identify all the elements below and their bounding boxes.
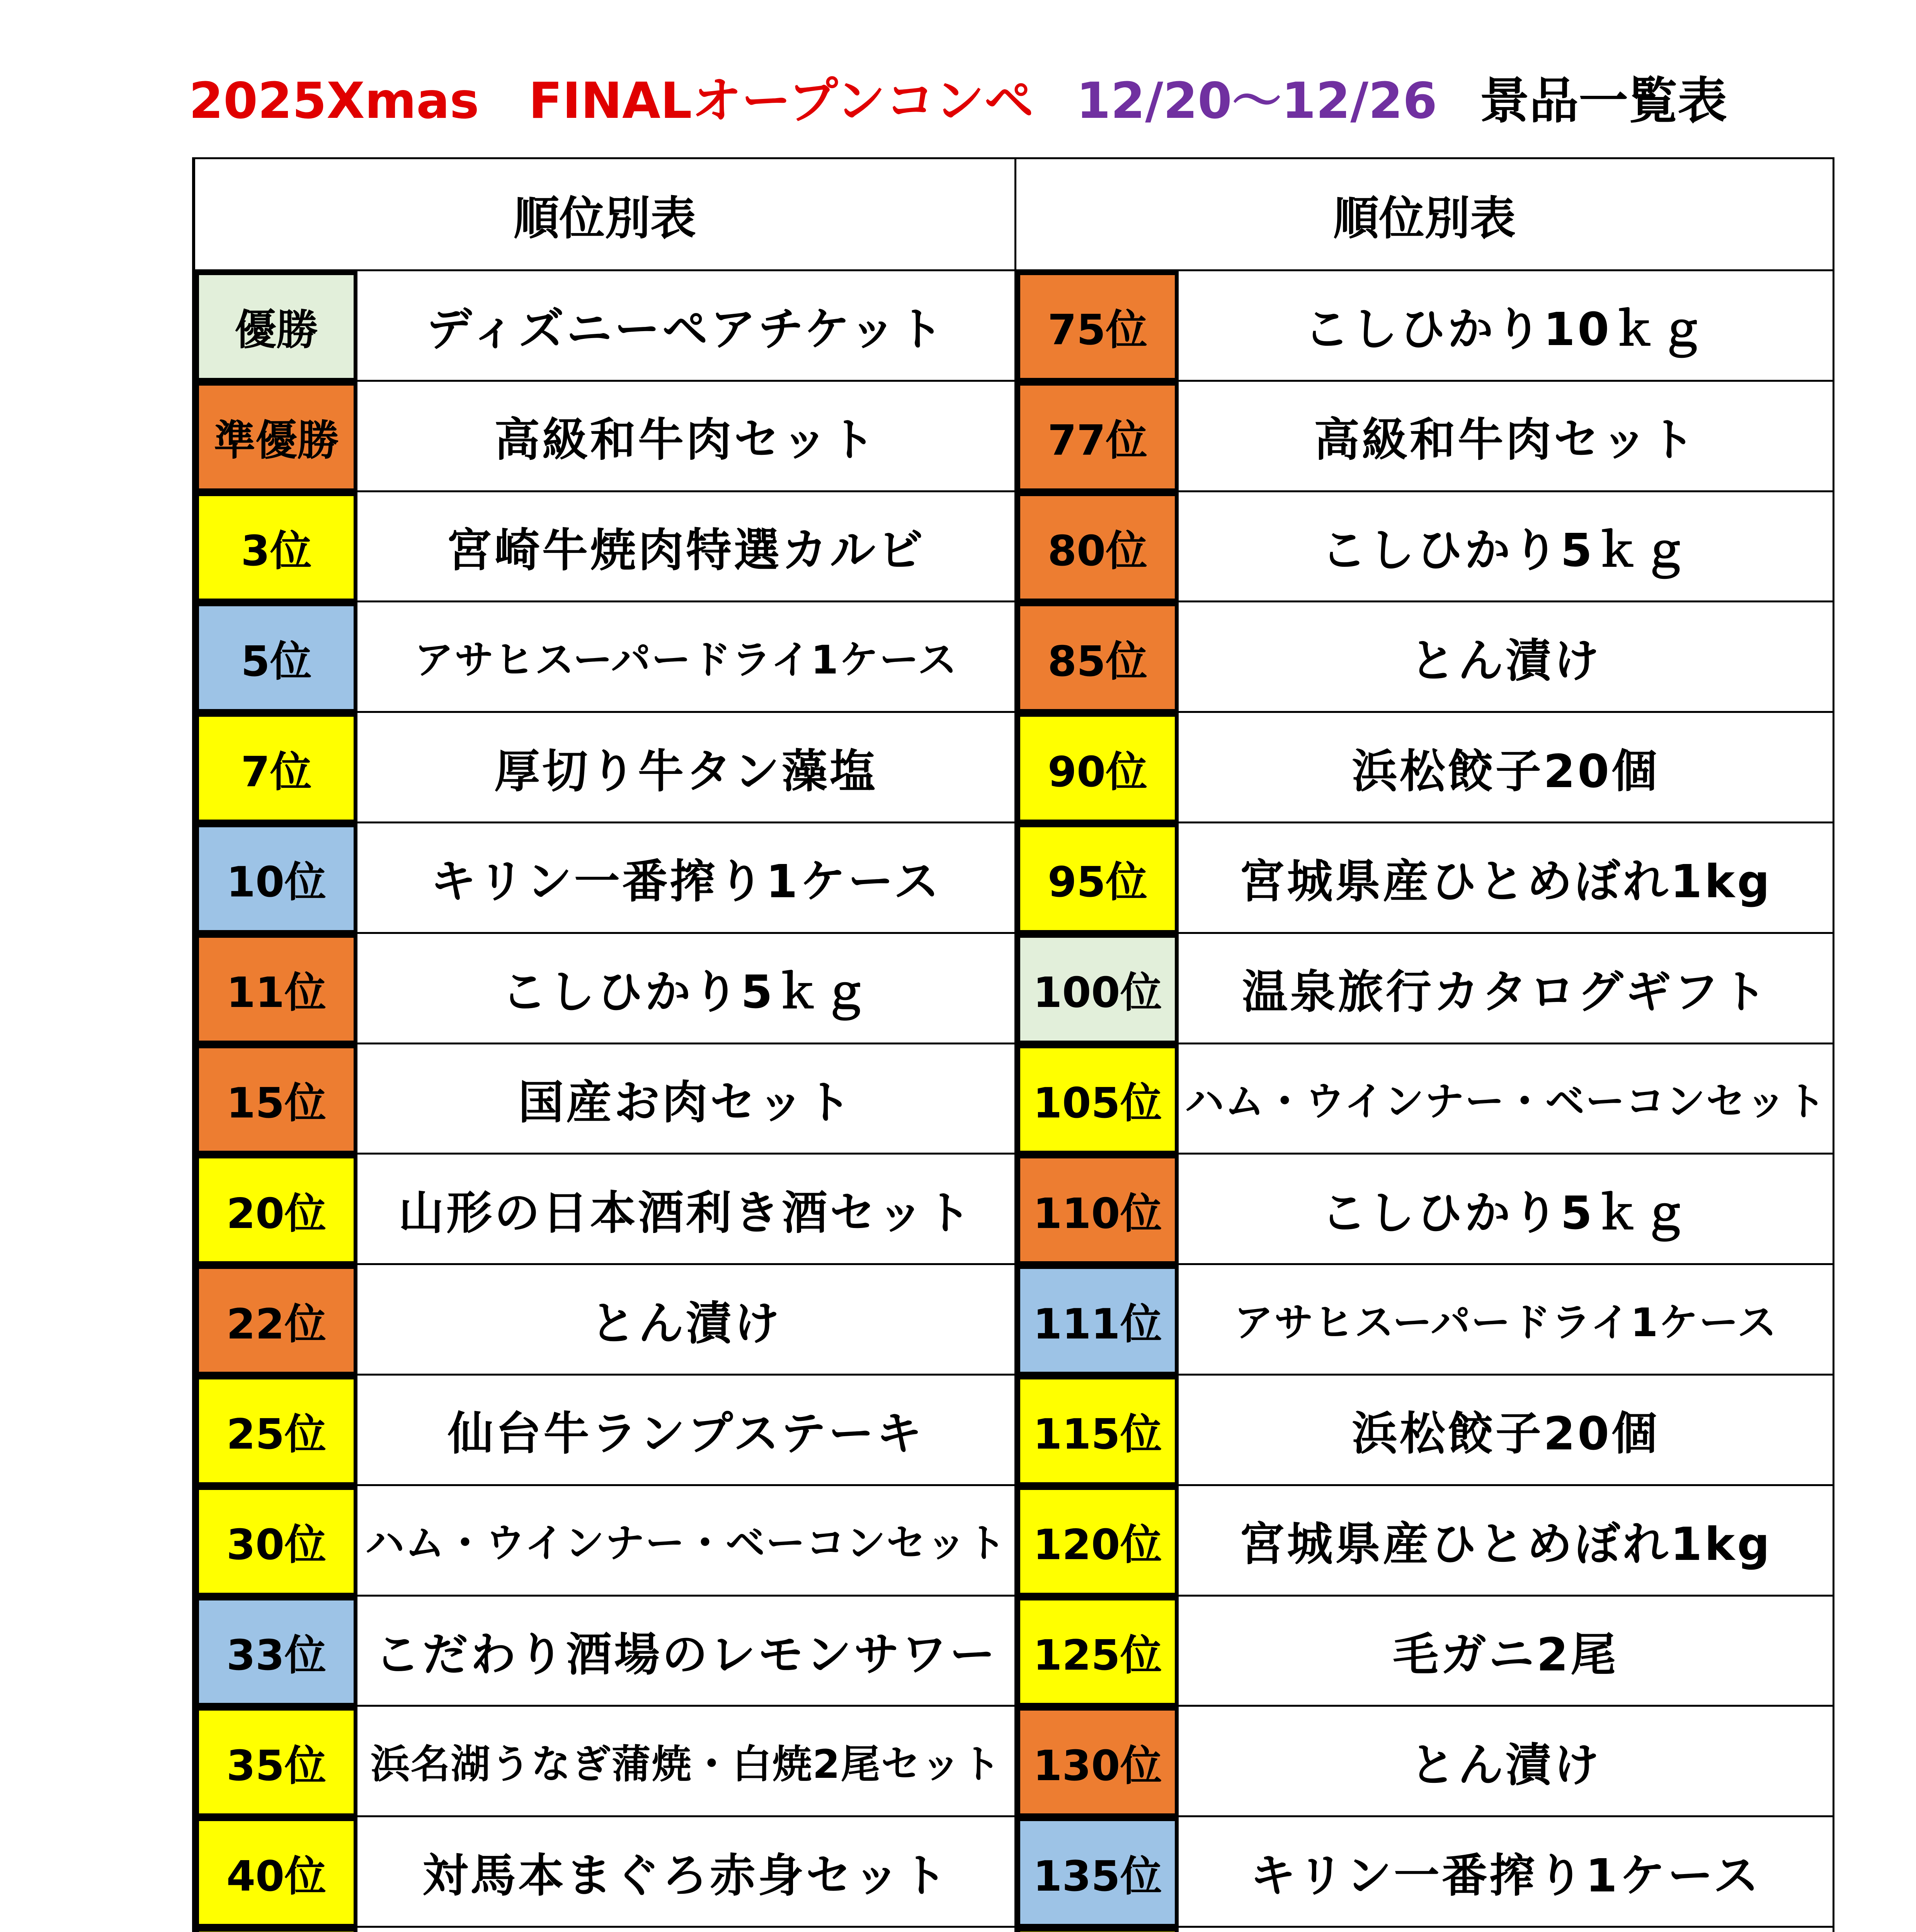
rank-cell: 40位 (195, 1817, 357, 1928)
prize-cell: 宮崎牛焼肉特選カルビ (357, 492, 1016, 603)
left-column (195, 271, 1016, 1932)
table-row (195, 1265, 1016, 1376)
table-row (195, 934, 1016, 1044)
rank-cell: 3位 (195, 492, 357, 603)
rank-cell: 25位 (195, 1376, 357, 1486)
page-title (0, 62, 1916, 131)
table-row (1016, 1376, 1833, 1486)
table-row (195, 1928, 1016, 1932)
rank-cell: 10位 (195, 823, 357, 934)
prize-cell: アサヒスーパードライ1ケース (1179, 1265, 1833, 1376)
prize-cell: ディズニーペアチケット (357, 271, 1016, 382)
table-row (195, 271, 1016, 382)
table-row (1016, 602, 1833, 713)
prize-cell (1179, 1928, 1833, 1932)
rank-cell (1016, 1928, 1179, 1932)
prize-cell: こしひかり5ｋｇ (357, 934, 1016, 1044)
rank-cell: 120位 (1016, 1486, 1179, 1597)
rank-cell: 15位 (195, 1044, 357, 1155)
prize-cell: 宮城県産ひとめぼれ1kg (1179, 1486, 1833, 1597)
table-row (195, 1486, 1016, 1597)
header-right: 順位別表 (1016, 159, 1833, 271)
rank-cell: 準優勝 (195, 382, 357, 492)
table-row (195, 1597, 1016, 1707)
rank-cell: 135位 (1016, 1817, 1179, 1928)
table-row (1016, 1707, 1833, 1817)
prize-table (192, 157, 1834, 1932)
table-row (1016, 1265, 1833, 1376)
prize-cell: 厚切り牛タン藻塩 (357, 713, 1016, 823)
rank-cell: 90位 (1016, 713, 1179, 823)
table-row (1016, 1597, 1833, 1707)
rank-cell: 75位 (1016, 271, 1179, 382)
rank-cell: 22位 (195, 1265, 357, 1376)
rank-cell: 7位 (195, 713, 357, 823)
rank-cell: 85位 (1016, 602, 1179, 713)
table-row (1016, 823, 1833, 934)
prize-cell: 宮城県産ひとめぼれ1kg (1179, 823, 1833, 934)
prize-cell: こだわり酒場のレモンサワー (357, 1597, 1016, 1707)
prize-cell: 浜名湖うなぎ蒲焼・白焼2尾セット (357, 1707, 1016, 1817)
table-row (1016, 1155, 1833, 1265)
rank-cell: 77位 (1016, 382, 1179, 492)
table-row (195, 1155, 1016, 1265)
prize-cell: アサヒスーパードライ1ケース (357, 602, 1016, 713)
rank-cell: 33位 (195, 1597, 357, 1707)
rank-cell: 20位 (195, 1155, 357, 1265)
prize-cell: こしひかり10ｋｇ (1179, 271, 1833, 382)
list-label: 景品一覧表 (1480, 72, 1727, 130)
rank-cell: 110位 (1016, 1155, 1179, 1265)
rank-cell: 115位 (1016, 1376, 1179, 1486)
prize-cell: 浜松餃子20個 (1179, 1376, 1833, 1486)
prize-cell (357, 1928, 1016, 1932)
rank-cell: 優勝 (195, 271, 357, 382)
right-column (1016, 271, 1833, 1932)
prize-cell: 仙台牛ランプステーキ (357, 1376, 1016, 1486)
table-row (195, 1044, 1016, 1155)
prize-cell: 高級和牛肉セット (357, 382, 1016, 492)
table-row (1016, 713, 1833, 823)
table-row (1016, 1486, 1833, 1597)
prize-cell: 毛ガニ2尾 (1179, 1597, 1833, 1707)
table-row (1016, 1817, 1833, 1928)
table-row (195, 1376, 1016, 1486)
table-row (1016, 271, 1833, 382)
rank-cell: 11位 (195, 934, 357, 1044)
table-row (195, 382, 1016, 492)
prize-cell: 温泉旅行カタログギフト (1179, 934, 1833, 1044)
rank-cell (195, 1928, 357, 1932)
prize-cell: ハム・ウインナー・ベーコンセット (1179, 1044, 1833, 1155)
prize-cell: とん漬け (1179, 1707, 1833, 1817)
prize-cell: 対馬本まぐろ赤身セット (357, 1817, 1016, 1928)
prize-cell: キリン一番搾り1ケース (1179, 1817, 1833, 1928)
table-row (195, 823, 1016, 934)
prize-cell: 浜松餃子20個 (1179, 713, 1833, 823)
event-name: 2025Xmas FINALオープンコンペ (189, 72, 1034, 130)
table-row (1016, 1044, 1833, 1155)
table-row (195, 492, 1016, 603)
rank-cell: 30位 (195, 1486, 357, 1597)
rank-cell: 111位 (1016, 1265, 1179, 1376)
rank-cell: 125位 (1016, 1597, 1179, 1707)
prize-cell: キリン一番搾り1ケース (357, 823, 1016, 934)
rank-cell: 5位 (195, 602, 357, 713)
table-row (195, 713, 1016, 823)
prize-cell: とん漬け (357, 1265, 1016, 1376)
table-row (195, 1707, 1016, 1817)
table-row (1016, 934, 1833, 1044)
prize-cell: 高級和牛肉セット (1179, 382, 1833, 492)
rank-cell: 105位 (1016, 1044, 1179, 1155)
table-row (1016, 1928, 1833, 1932)
prize-cell: こしひかり5ｋｇ (1179, 492, 1833, 603)
prize-cell: ハム・ウインナー・ベーコンセット (357, 1486, 1016, 1597)
event-dates: 12/20～12/26 (1076, 72, 1438, 130)
rank-cell: 35位 (195, 1707, 357, 1817)
table-row (1016, 382, 1833, 492)
rank-cell: 95位 (1016, 823, 1179, 934)
header-left: 順位別表 (195, 159, 1016, 271)
rank-cell: 130位 (1016, 1707, 1179, 1817)
prize-cell: 山形の日本酒利き酒セット (357, 1155, 1016, 1265)
rank-cell: 80位 (1016, 492, 1179, 603)
prize-cell: 国産お肉セット (357, 1044, 1016, 1155)
table-row (1016, 492, 1833, 603)
prize-cell: とん漬け (1179, 602, 1833, 713)
table-row (195, 1817, 1016, 1928)
table-row (195, 602, 1016, 713)
rank-cell: 100位 (1016, 934, 1179, 1044)
prize-cell: こしひかり5ｋｇ (1179, 1155, 1833, 1265)
